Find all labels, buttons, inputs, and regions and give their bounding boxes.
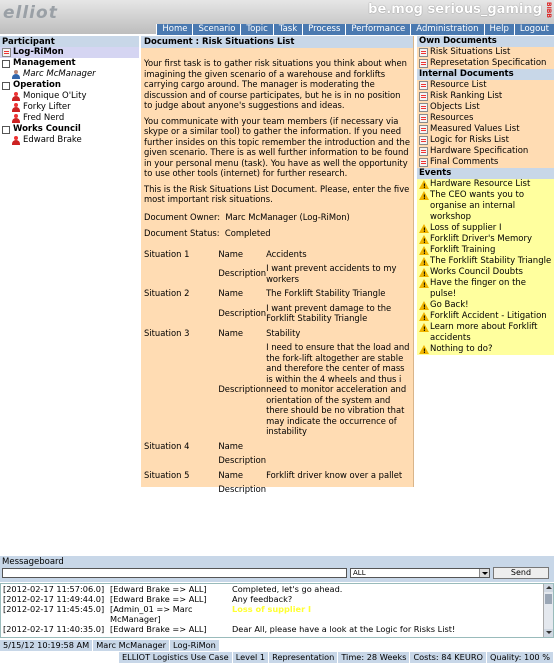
- event-link: The Forklift Stability Triangle: [430, 256, 552, 266]
- send-button[interactable]: Send: [493, 567, 549, 579]
- participant-member[interactable]: [0, 135, 139, 146]
- situations-table: [144, 245, 410, 495]
- event-item[interactable]: [417, 267, 554, 278]
- internal-documents-section: [417, 69, 554, 168]
- participant-groups: [0, 58, 139, 146]
- message-text: Loss of supplier I: [232, 604, 312, 614]
- document-link: Final Comments: [430, 157, 499, 167]
- event-item[interactable]: [417, 311, 554, 322]
- warning-icon: [419, 191, 429, 200]
- nav-help[interactable]: Help: [484, 24, 514, 35]
- warning-icon: [419, 180, 429, 189]
- participant-name: Fred Nerd: [23, 113, 65, 123]
- message-row: [1, 584, 543, 594]
- message-row: [1, 594, 543, 604]
- warning-icon: [419, 279, 429, 288]
- participant-group[interactable]: [0, 124, 139, 135]
- document-owner: Document Owner: Marc McManager (Log-RiMon): [144, 211, 350, 222]
- situation-description[interactable]: I need to ensure that the load and the fork-lift altogether are stable and therefore the center of mass is within the 4 wheels and thus i need to monitor acceleration and orientation of the system and there should be no vibration that may indicate the occurrence of instability: [266, 342, 410, 436]
- nav-scenario[interactable]: Scenario: [192, 24, 240, 35]
- event-link: Forklift Accident - Litigation: [430, 311, 547, 321]
- document-link: Hardware Specification: [430, 146, 529, 156]
- spacer: [144, 484, 218, 495]
- event-item[interactable]: [417, 245, 554, 256]
- message-time: [2012-02-17 11:49:44.0]: [3, 594, 105, 604]
- message-time: [2012-02-17 11:45:45.0]: [3, 604, 105, 614]
- internal-documents-item[interactable]: [417, 80, 554, 91]
- event-link: Forklift Training: [430, 245, 496, 255]
- status-game-cell: ELLIOT Logistics Use Case: [119, 652, 233, 663]
- messageboard-bar: [0, 556, 554, 582]
- document-user-icon: [2, 48, 11, 57]
- participant-header: Participant: [0, 36, 139, 47]
- bibb-logo: BIBB: [545, 2, 552, 18]
- task-description-1: Your first task is to gather risk situations you think about when imagining the given scenario of a warehouse and forklifts carrying cargo around. The manager is moderating the discussion and of course participates, but he is in no position to judge about anyone's suggestions and ideas.: [144, 58, 407, 110]
- own-documents-item[interactable]: [417, 47, 554, 58]
- participant-group-label: Operation: [13, 80, 61, 90]
- nav-logout[interactable]: Logout: [514, 24, 554, 35]
- document-link: Measured Values List: [430, 124, 520, 134]
- participant-member[interactable]: [0, 91, 139, 102]
- situation-desc-row: [144, 342, 410, 437]
- name-label: Name: [218, 440, 244, 451]
- situation-name-row: [144, 324, 410, 343]
- situation-desc-row: [144, 303, 410, 324]
- status-game-cell: Level 1: [233, 652, 269, 663]
- event-link: Learn more about Forklift accidents: [430, 322, 538, 343]
- participant-member[interactable]: [0, 102, 139, 113]
- document-icon: [419, 81, 428, 90]
- spacer: [144, 455, 218, 466]
- warning-icon: [419, 246, 429, 255]
- warning-icon: [419, 235, 429, 244]
- nav-task[interactable]: Task: [273, 24, 302, 35]
- situation-name[interactable]: [266, 437, 410, 456]
- user-icon: [12, 70, 21, 79]
- name-label: Name: [218, 248, 244, 259]
- internal-documents-header: Internal Documents: [417, 69, 554, 80]
- name-label: Name: [218, 327, 244, 338]
- nav-performance[interactable]: Performance: [345, 24, 410, 35]
- spacer: [144, 263, 218, 284]
- situation-desc-row: [144, 484, 410, 495]
- document-panel: [141, 36, 414, 494]
- status-session-cell: Log-RiMon: [170, 640, 220, 651]
- message-input[interactable]: [2, 568, 347, 578]
- event-item[interactable]: [417, 179, 554, 190]
- event-link: Loss of supplier I: [430, 223, 502, 233]
- own-documents-header: Own Documents: [417, 36, 554, 47]
- document-link: Resources: [430, 113, 474, 123]
- document-link: Represetation Specification: [430, 58, 547, 68]
- recipient-select[interactable]: [350, 568, 490, 578]
- situation-label: Situation 5: [144, 469, 190, 480]
- status-game-cell: Quality: 100 %: [487, 652, 554, 663]
- situation-name-row: [144, 466, 410, 485]
- document-icon: [419, 48, 428, 57]
- description-label: Description: [218, 455, 267, 465]
- warning-icon: [419, 268, 429, 277]
- internal-documents-item[interactable]: [417, 157, 554, 168]
- situation-name-row: [144, 437, 410, 456]
- event-item[interactable]: [417, 234, 554, 245]
- message-route: [Admin_01 => Marc McManager]: [110, 604, 193, 624]
- participant-group[interactable]: [0, 80, 139, 91]
- own-documents-section: [417, 36, 554, 69]
- participant-name: Forky Lifter: [23, 102, 71, 112]
- document-heading: Document : Risk Situations List: [141, 36, 413, 48]
- documents-sidebar: [417, 36, 554, 552]
- event-link: Hardware Resource List: [430, 179, 531, 189]
- message-row: [1, 604, 543, 624]
- status-session-cell: 5/15/12 10:19:58 AM: [0, 640, 93, 651]
- user-icon: [12, 92, 21, 101]
- message-log-scrollbar[interactable]: [543, 584, 553, 637]
- situation-description[interactable]: I want prevent damage to the Forklift Stability Triangle: [266, 302, 392, 323]
- status-game-cell: Time: 28 Weeks: [338, 652, 410, 663]
- participant-member[interactable]: [0, 69, 139, 80]
- event-item[interactable]: [417, 300, 554, 311]
- events-section: [417, 168, 554, 355]
- warning-icon: [419, 301, 429, 310]
- spacer: [144, 303, 218, 324]
- document-link: Objects List: [430, 102, 480, 112]
- description-label: Description: [218, 484, 267, 494]
- scroll-thumb[interactable]: [545, 594, 552, 604]
- messageboard-label: Messageboard: [2, 557, 64, 567]
- description-label: Description: [218, 268, 267, 279]
- message-text: Any feedback?: [232, 594, 293, 604]
- situation-name-row: [144, 245, 410, 264]
- message-route: [Edward Brake => ALL]: [110, 624, 207, 634]
- checkbox-icon[interactable]: [2, 60, 10, 68]
- participant-group-label: Management: [13, 58, 76, 68]
- user-icon: [12, 136, 21, 145]
- situation-desc-row: [144, 455, 410, 466]
- checkbox-icon[interactable]: [2, 82, 10, 90]
- nav-process[interactable]: Process: [302, 24, 345, 35]
- warning-icon: [419, 345, 429, 354]
- warning-icon: [419, 312, 429, 321]
- app-header: [0, 0, 554, 34]
- situation-desc-row: [144, 263, 410, 284]
- participant-name: Marc McManager: [23, 69, 96, 79]
- event-item[interactable]: [417, 190, 554, 223]
- own-documents-item[interactable]: [417, 58, 554, 69]
- message-time: [2012-02-17 11:57:06.0]: [3, 584, 105, 594]
- event-link: Have the finger on the pulse!: [430, 278, 527, 299]
- document-link: Risk Situations List: [430, 47, 511, 57]
- situation-label: Situation 3: [144, 327, 190, 338]
- spacer: [144, 342, 218, 437]
- nav-topic[interactable]: Topic: [240, 24, 272, 35]
- nav-administration[interactable]: Administration: [410, 24, 483, 35]
- internal-documents-item[interactable]: [417, 124, 554, 135]
- internal-documents-item[interactable]: [417, 146, 554, 157]
- description-label: Description: [218, 307, 267, 318]
- situation-name[interactable]: The Forklift Stability Triangle: [266, 288, 386, 298]
- user-icon: [12, 114, 21, 123]
- document-icon: [419, 103, 428, 112]
- chevron-down-icon[interactable]: [479, 569, 489, 577]
- event-item[interactable]: [417, 256, 554, 267]
- situation-label: Situation 4: [144, 440, 190, 451]
- document-icon: [419, 59, 428, 68]
- document-icon: [419, 92, 428, 101]
- recipient-value: ALL: [353, 569, 366, 577]
- task-description-3: This is the Risk Situations List Document. Please, enter the five most important risk situations.: [144, 183, 410, 204]
- event-link: The CEO wants you to organise an internal workshop: [430, 190, 525, 222]
- participant-name: Edward Brake: [23, 135, 82, 145]
- document-link: Resource List: [430, 80, 487, 90]
- internal-documents-item[interactable]: [417, 113, 554, 124]
- participant-member[interactable]: [0, 113, 139, 124]
- situation-description[interactable]: [266, 484, 410, 495]
- document-icon: [419, 114, 428, 123]
- event-item[interactable]: [417, 322, 554, 344]
- status-bar-game: [119, 652, 554, 663]
- name-label: Name: [218, 288, 244, 298]
- top-navigation: [156, 24, 554, 35]
- event-item[interactable]: [417, 344, 554, 355]
- situation-description[interactable]: I want prevent accidents to my workers: [266, 263, 397, 284]
- participant-panel: [0, 36, 139, 552]
- participant-selected-label: Log-RiMon: [13, 47, 64, 57]
- situation-name[interactable]: Accidents: [266, 248, 307, 259]
- document-status: Document Status: Completed: [144, 228, 271, 238]
- internal-documents-item[interactable]: [417, 135, 554, 146]
- message-row: [1, 624, 543, 634]
- internal-documents-item[interactable]: [417, 91, 554, 102]
- document-icon: [419, 136, 428, 145]
- warning-icon: [419, 257, 429, 266]
- name-label: Name: [218, 469, 244, 480]
- situation-name[interactable]: Stability: [266, 327, 301, 338]
- situation-label: Situation 1: [144, 248, 190, 259]
- nav-home[interactable]: Home: [156, 24, 192, 35]
- situation-name[interactable]: Forklift driver know over a pallet: [266, 469, 403, 480]
- status-game-cell: Costs: 84 KEURO: [410, 652, 487, 663]
- event-item[interactable]: [417, 278, 554, 300]
- status-bar-session: [0, 640, 220, 651]
- situation-description[interactable]: [266, 455, 410, 466]
- scroll-down-icon[interactable]: [544, 629, 553, 637]
- message-route: [Edward Brake => ALL]: [110, 584, 207, 594]
- participant-name: Monique O'Lity: [23, 91, 87, 101]
- event-link: Works Council Doubts: [430, 267, 523, 277]
- participant-group[interactable]: [0, 58, 139, 69]
- participant-selected[interactable]: [0, 47, 139, 58]
- elliot-logo: elliot: [3, 3, 58, 23]
- description-label: Description: [218, 384, 267, 394]
- scroll-up-icon[interactable]: [544, 584, 553, 592]
- message-text: Dear All, please have a look at the Logic for Risks List!: [232, 624, 456, 634]
- document-link: Risk Ranking List: [430, 91, 503, 101]
- status-session-cell: Marc McManager: [93, 640, 170, 651]
- event-link: Nothing to do?: [430, 344, 493, 354]
- message-route: [Edward Brake => ALL]: [110, 594, 207, 604]
- message-text: Completed, let's go ahead.: [232, 584, 343, 594]
- events-header: Events: [417, 168, 554, 179]
- document-icon: [419, 147, 428, 156]
- warning-icon: [419, 224, 429, 233]
- checkbox-icon[interactable]: [2, 126, 10, 134]
- participant-group-label: Works Council: [13, 124, 81, 134]
- situation-label: Situation 2: [144, 288, 190, 298]
- document-icon: [419, 158, 428, 167]
- situation-name-row: [144, 284, 410, 303]
- message-time: [2012-02-17 11:40:35.0]: [3, 624, 105, 634]
- event-item[interactable]: [417, 223, 554, 234]
- task-description-2: You communicate with your team members (if necessary via skype or a similar tool) to gather the information. If you need further insides on this topic remember the introduction and the given scenario. There is as well further information to be found in your personal menu (task). You have as well the opportunity to use other tools (internet) for further research.: [144, 115, 410, 178]
- document-link: Logic for Risks List: [430, 135, 509, 145]
- event-link: Go Back!: [430, 300, 469, 310]
- status-game-cell: Representation: [269, 652, 338, 663]
- message-log: [0, 583, 554, 638]
- warning-icon: [419, 323, 429, 332]
- event-link: Forklift Driver's Memory: [430, 234, 532, 244]
- internal-documents-item[interactable]: [417, 102, 554, 113]
- document-icon: [419, 125, 428, 134]
- user-icon: [12, 103, 21, 112]
- brand-title: be.mog serious_gaming: [368, 2, 542, 17]
